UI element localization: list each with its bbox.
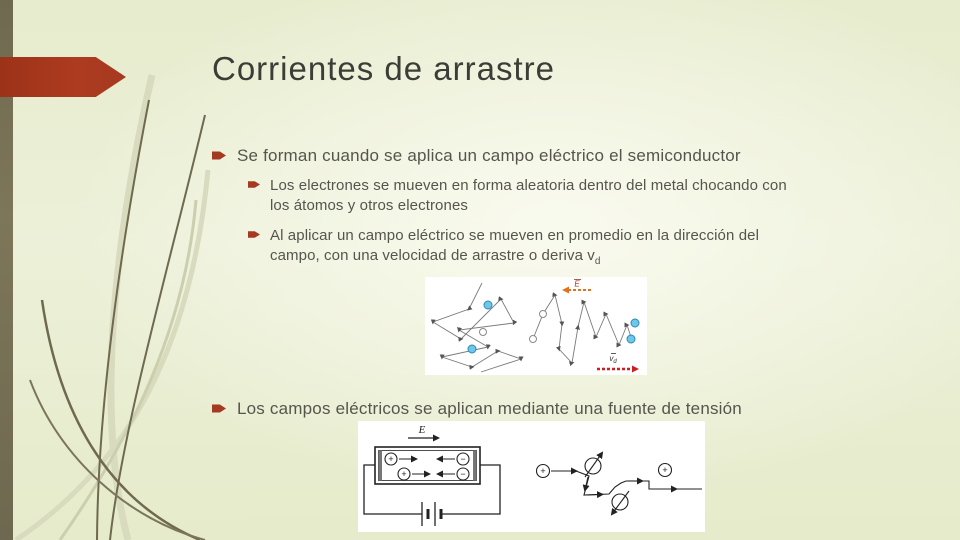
bullet-text: Se forman cuando se aplica un campo eléctrico el semiconductor xyxy=(237,146,741,165)
drift-label: $v_d$ xyxy=(609,354,617,365)
electron-icon xyxy=(631,319,639,327)
scattering-center-icon xyxy=(612,491,629,514)
random-walk-path xyxy=(433,283,521,372)
bullet-arrow-icon xyxy=(248,230,260,239)
bullet-arrow-icon xyxy=(212,403,226,414)
field-label: E xyxy=(574,279,580,289)
curve-light xyxy=(16,170,208,540)
bullet-text: Los electrones se mueven en forma aleatoria dentro del metal chocando con los átomos y otros electrones xyxy=(270,177,787,214)
wire xyxy=(441,465,500,514)
figure-random-walk xyxy=(425,277,647,375)
scattering-center-icon xyxy=(585,453,602,477)
battery-icon xyxy=(422,502,441,526)
subscript-d: d xyxy=(594,255,601,267)
open-circle-icon xyxy=(540,311,547,318)
electron-icon xyxy=(484,301,492,309)
path-arrow xyxy=(586,494,602,495)
bullet-text-main: Al aplicar un campo eléctrico se mueven en promedio en la dirección del campo, con una velocidad de arrastre o deriva v xyxy=(270,227,760,264)
curve-dark xyxy=(30,380,205,540)
drift-walk-path xyxy=(533,295,631,363)
bullet-item xyxy=(248,176,800,216)
curve-dark xyxy=(97,100,149,540)
wire xyxy=(364,465,422,514)
field-label: E xyxy=(418,424,426,436)
slide-title: Corrientes de arrastre xyxy=(212,50,555,87)
open-circle-icon xyxy=(480,329,487,336)
plus-sign: + xyxy=(662,465,668,475)
minus-sign: − xyxy=(460,454,466,464)
random-walk-drawing xyxy=(425,277,647,375)
bullet-arrow-icon xyxy=(212,150,226,161)
conductor-end-shade xyxy=(379,451,383,481)
plus-sign: + xyxy=(388,454,394,464)
circuit-drawing xyxy=(358,421,705,532)
plus-sign: + xyxy=(540,466,546,476)
minus-sign: − xyxy=(460,469,466,479)
curve-light xyxy=(111,75,152,540)
bullet-item xyxy=(212,398,937,419)
scatter-path xyxy=(576,471,702,495)
bullet-text: Los campos eléctricos se aplican mediante una fuente de tensión xyxy=(237,399,742,418)
bullet-item xyxy=(248,226,800,268)
curve-dark xyxy=(110,115,205,540)
bullet-arrow-icon xyxy=(248,180,260,189)
electron-icon xyxy=(627,335,635,343)
plus-sign: + xyxy=(401,469,407,479)
electron-icon xyxy=(468,345,476,353)
curve-light xyxy=(60,200,196,540)
open-circle-icon xyxy=(530,336,537,343)
figure-circuit xyxy=(358,421,705,532)
bullet-text xyxy=(270,226,800,268)
curve-dark xyxy=(42,300,200,540)
accent-arrow-shape xyxy=(0,57,126,97)
bullet-item xyxy=(212,145,937,166)
conductor-end-shade xyxy=(473,451,477,481)
